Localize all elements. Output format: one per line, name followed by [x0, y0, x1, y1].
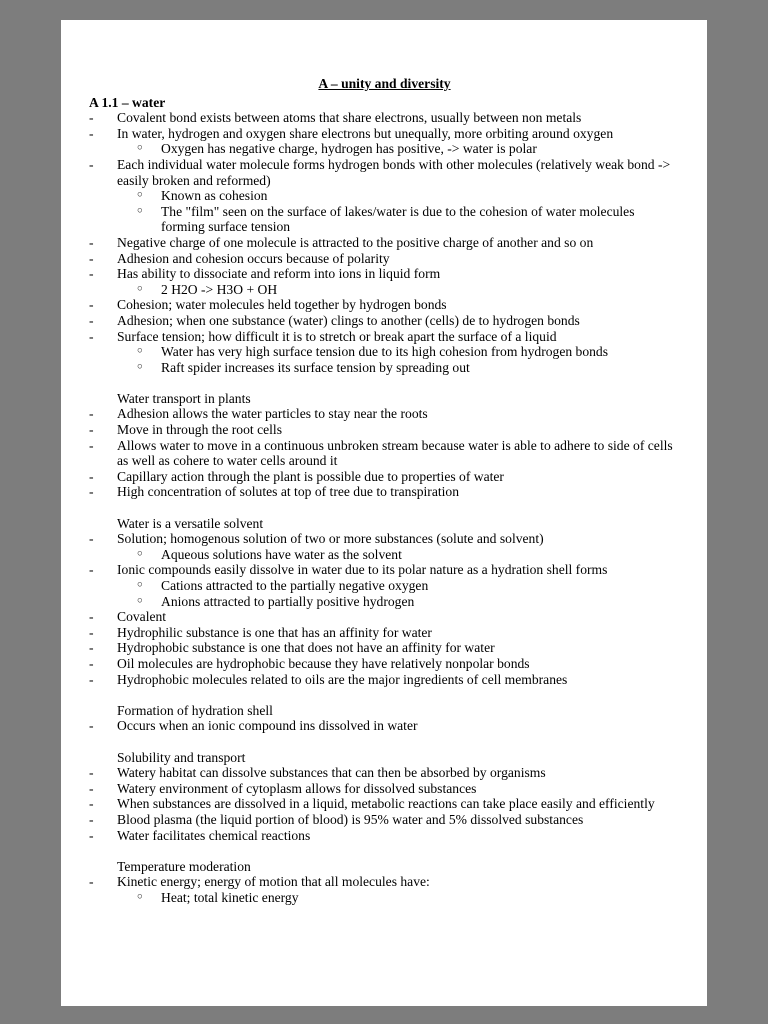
dash-bullet-icon: -	[89, 468, 94, 484]
blank-line	[89, 687, 680, 703]
blank-line	[89, 734, 680, 750]
dash-bullet-icon: -	[89, 780, 94, 796]
list-item-text: Has ability to dissociate and reform into ions in liquid form	[117, 266, 441, 282]
list-item	[89, 188, 680, 204]
list-item-text: Blood plasma (the liquid portion of blood) is 95% water and 5% dissolved substances	[117, 811, 584, 827]
list-item	[89, 718, 680, 734]
list-item	[89, 329, 680, 345]
list-item-text: Raft spider increases its surface tension by spreading out	[161, 359, 470, 375]
circle-bullet-icon: ○	[137, 361, 143, 372]
dash-bullet-icon: -	[89, 312, 94, 328]
circle-bullet-icon: ○	[137, 891, 143, 902]
circle-bullet-icon: ○	[137, 346, 143, 357]
list-item	[89, 235, 680, 251]
dash-bullet-icon: -	[89, 531, 94, 547]
list-item	[89, 812, 680, 828]
circle-bullet-icon: ○	[137, 283, 143, 294]
list-item-text: Negative charge of one molecule is attracted to the positive charge of another and so on	[117, 234, 594, 250]
list-item	[89, 625, 680, 641]
dash-bullet-icon: -	[89, 328, 94, 344]
list-item-text: High concentration of solutes at top of tree due to transpiration	[117, 484, 460, 500]
list-item-text: Covalent bond exists between atoms that share electrons, usually between non metals	[117, 110, 582, 126]
list-item	[89, 438, 680, 469]
list-item-text: Kinetic energy; energy of motion that all molecules have:	[117, 874, 430, 890]
circle-bullet-icon: ○	[137, 205, 143, 216]
list-item	[89, 781, 680, 797]
list-item-text: Hydrophilic substance is one that has an affinity for water	[117, 624, 432, 640]
list-item-text: Covalent	[117, 609, 167, 625]
dash-bullet-icon: -	[89, 125, 94, 141]
section-header: Solubility and transport	[117, 749, 246, 765]
list-item-text: Watery habitat can dissolve substances that can then be absorbed by organisms	[117, 765, 546, 781]
list-item	[89, 469, 680, 485]
list-item-text: Hydrophobic substance is one that does not have an affinity for water	[117, 640, 495, 656]
list-item	[89, 282, 680, 298]
list-item-text: Oxygen has negative charge, hydrogen has positive, -> water is polar	[161, 141, 537, 157]
dash-bullet-icon: -	[89, 655, 94, 671]
list-item	[89, 157, 680, 188]
circle-bullet-icon: ○	[137, 190, 143, 201]
list-item	[89, 484, 680, 500]
list-item-text: Solution; homogenous solution of two or more substances (solute and solvent)	[117, 531, 544, 547]
blank-line	[89, 500, 680, 516]
list-item	[89, 796, 680, 812]
blank-line	[89, 843, 680, 859]
section-header: Formation of hydration shell	[117, 702, 273, 718]
list-item-text: Occurs when an ionic compound ins dissolved in water	[117, 718, 418, 734]
document-title: A – unity and diversity	[318, 76, 451, 91]
dash-bullet-icon: -	[89, 266, 94, 282]
list-item	[89, 251, 680, 267]
dash-bullet-icon: -	[89, 624, 94, 640]
list-item	[89, 578, 680, 594]
list-item-text: Hydrophobic molecules related to oils are the major ingredients of cell membranes	[117, 671, 568, 687]
list-item	[89, 406, 680, 422]
list-item-text: 2 H2O -> H3O + OH	[161, 281, 278, 297]
list-item-text: Each individual water molecule forms hydrogen bonds with other molecules (relatively weak bond -> easily broken and reformed)	[117, 156, 671, 188]
dash-bullet-icon: -	[89, 156, 94, 172]
dash-bullet-icon: -	[89, 609, 94, 625]
section-header: Water transport in plants	[117, 390, 251, 406]
dash-bullet-icon: -	[89, 406, 94, 422]
list-item-text: Move in through the root cells	[117, 422, 282, 438]
dash-bullet-icon: -	[89, 811, 94, 827]
document-page	[61, 20, 707, 1006]
list-item-text: Adhesion and cohesion occurs because of polarity	[117, 250, 390, 266]
list-item-text: Surface tension; how difficult it is to stretch or break apart the surface of a liquid	[117, 328, 557, 344]
list-item	[89, 640, 680, 656]
list-item	[89, 360, 680, 376]
list-item-text: The "film" seen on the surface of lakes/water is due to the cohesion of water molecules forming surface tension	[161, 203, 635, 235]
list-item	[89, 297, 680, 313]
list-item-text: Water has very high surface tension due to its high cohesion from hydrogen bonds	[161, 344, 609, 360]
list-item	[89, 562, 680, 578]
section-header: Water is a versatile solvent	[117, 515, 264, 531]
list-item	[89, 204, 680, 235]
dash-bullet-icon: -	[89, 796, 94, 812]
list-item	[89, 828, 680, 844]
list-item	[89, 344, 680, 360]
list-item-text: Adhesion; when one substance (water) clings to another (cells) de to hydrogen bonds	[117, 312, 580, 328]
list-item	[89, 266, 680, 282]
list-item	[89, 110, 680, 126]
list-item	[89, 126, 680, 142]
dash-bullet-icon: -	[89, 437, 94, 453]
list-item-text: Known as cohesion	[161, 188, 268, 204]
dash-bullet-icon: -	[89, 110, 94, 126]
list-item	[89, 141, 680, 157]
section-heading: A 1.1 – water	[89, 94, 166, 110]
dash-bullet-icon: -	[89, 874, 94, 890]
list-item	[89, 313, 680, 329]
dash-bullet-icon: -	[89, 422, 94, 438]
list-item-text: Aqueous solutions have water as the solvent	[161, 546, 402, 562]
list-item	[89, 874, 680, 890]
list-item	[89, 547, 680, 563]
dash-bullet-icon: -	[89, 765, 94, 781]
list-item	[89, 594, 680, 610]
list-item-text: Anions attracted to partially positive hydrogen	[161, 593, 415, 609]
list-item	[89, 890, 680, 906]
dash-bullet-icon: -	[89, 671, 94, 687]
list-item-text: Cations attracted to the partially negative oxygen	[161, 578, 429, 593]
list-item-text: Watery environment of cytoplasm allows for dissolved substances	[117, 780, 477, 796]
list-item	[89, 531, 680, 547]
dash-bullet-icon: -	[89, 484, 94, 500]
document-lines	[89, 95, 680, 906]
list-item-text: Ionic compounds easily dissolve in water due to its polar nature as a hydration shell forms	[117, 562, 608, 578]
list-item-text: In water, hydrogen and oxygen share electrons but unequally, more orbiting around oxygen	[117, 125, 614, 141]
circle-bullet-icon: ○	[137, 595, 143, 606]
circle-bullet-icon: ○	[137, 143, 143, 154]
list-item	[89, 609, 680, 625]
list-item-text: Allows water to move in a continuous unbroken stream because water is able to adhere to side of cells as well as cohere to water cells around it	[117, 437, 673, 469]
list-item-text: Capillary action through the plant is possible due to properties of water	[117, 468, 504, 484]
list-item-text: Adhesion allows the water particles to stay near the roots	[117, 406, 428, 422]
dash-bullet-icon: -	[89, 562, 94, 578]
list-item	[89, 422, 680, 438]
list-item-text: Oil molecules are hydrophobic because they have relatively nonpolar bonds	[117, 655, 530, 671]
list-item-text: Cohesion; water molecules held together by hydrogen bonds	[117, 297, 447, 313]
section-header: Temperature moderation	[117, 858, 251, 874]
list-item	[89, 672, 680, 688]
circle-bullet-icon: ○	[137, 580, 143, 590]
list-item-text: When substances are dissolved in a liquid, metabolic reactions can take place easily and efficiently	[117, 796, 655, 812]
dash-bullet-icon: -	[89, 640, 94, 656]
dash-bullet-icon: -	[89, 827, 94, 843]
list-item	[89, 656, 680, 672]
list-item-text: Heat; total kinetic energy	[161, 889, 299, 905]
dash-bullet-icon: -	[89, 234, 94, 250]
list-item-text: Water facilitates chemical reactions	[117, 827, 311, 843]
list-item	[89, 765, 680, 781]
circle-bullet-icon: ○	[137, 548, 143, 559]
dash-bullet-icon: -	[89, 297, 94, 313]
dash-bullet-icon: -	[89, 718, 94, 734]
dash-bullet-icon: -	[89, 250, 94, 266]
blank-line	[89, 375, 680, 391]
